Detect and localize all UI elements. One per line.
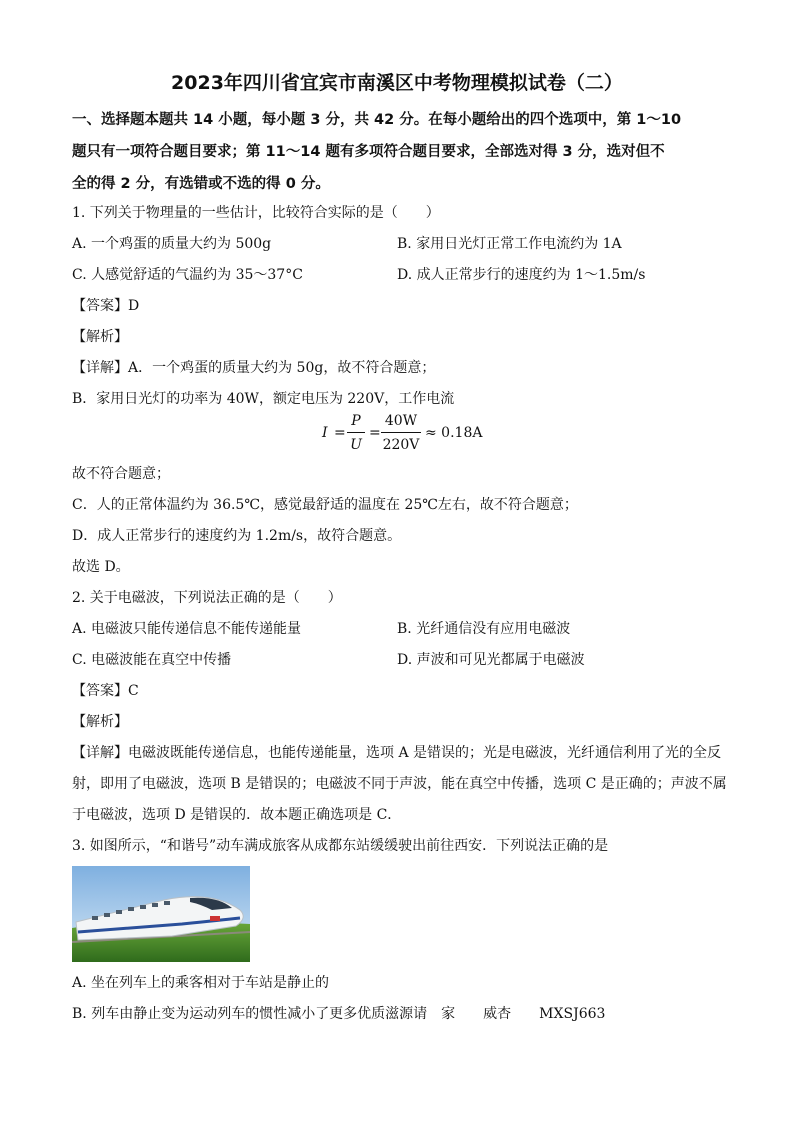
train-photo — [72, 866, 250, 962]
q2-option-c: C. 电磁波能在真空中传播 — [72, 652, 232, 668]
section-header-line1: 一、选择题本题共 14 小题，每小题 3 分，共 42 分。在每小题给出的四个选项中，第 1～10 — [72, 112, 682, 128]
high-speed-train-image — [72, 866, 250, 962]
section-header-line2: 题只有一项符合题目要求；第 11～14 题有多项符合题目要求，全部选对得 3 分，选对但不 — [72, 144, 665, 160]
formula-fraction-40w-over-220v — [381, 410, 421, 456]
q1-detail-line3: 故不符合题意； — [72, 466, 170, 482]
q2-option-b: B. 光纤通信没有应用电磁波 — [397, 621, 571, 637]
fraction-bar — [381, 432, 421, 433]
page-title: 2023年四川省宜宾市南溪区中考物理模拟试卷（二） — [171, 72, 623, 94]
q1-detail-line4: C．人的正常体温约为 36.5℃，感觉最舒适的温度在 25℃左右，故不符合题意； — [72, 497, 578, 513]
q1-analysis-label: 【解析】 — [72, 329, 128, 345]
q1-detail-line5: D．成人正常步行的速度约为 1.2m/s，故符合题意。 — [72, 528, 402, 544]
section-header-line3: 全的得 2 分，有选错或不选的得 0 分。 — [72, 176, 330, 192]
fraction-denominator-220v: 220V — [382, 437, 420, 453]
fraction-bar — [347, 432, 365, 433]
formula-equals-1: = — [334, 425, 346, 441]
q3-option-b: B. 列车由静止变为运动列车的惯性减小了更多优质滋源请 家 威杏 MXSJ663 — [72, 1006, 606, 1022]
q2-option-d: D. 声波和可见光都属于电磁波 — [397, 652, 585, 668]
q1-option-a: A. 一个鸡蛋的质量大约为 500g — [72, 236, 272, 252]
q2-stem: 2. 关于电磁波，下列说法正确的是（ ） — [72, 590, 342, 606]
q1-option-b: B. 家用日光灯正常工作电流约为 1A — [397, 236, 622, 252]
q2-detail-line3: 于电磁波，选项 D 是错误的．故本题正确选项是 C． — [72, 807, 402, 823]
fraction-denominator-u: U — [350, 437, 362, 453]
q1-answer: 【答案】D — [72, 298, 140, 314]
formula-equals-2: = — [369, 425, 381, 441]
q1-stem: 1. 下列关于物理量的一些估计，比较符合实际的是（ ） — [72, 205, 440, 221]
q1-detail-line1: 【详解】A．一个鸡蛋的质量大约为 50g，故不符合题意； — [72, 360, 436, 376]
formula-lhs: I — [322, 425, 328, 441]
q2-analysis-label: 【解析】 — [72, 714, 128, 730]
current-formula — [322, 410, 482, 456]
q1-detail-line2: B．家用日光灯的功率为 40W，额定电压为 220V，工作电流 — [72, 391, 455, 407]
q1-detail-line6: 故选 D。 — [72, 559, 130, 575]
formula-approx-result: ≈ 0.18A — [425, 425, 483, 441]
q2-option-a: A. 电磁波只能传递信息不能传递能量 — [72, 621, 302, 637]
q1-option-c: C. 人感觉舒适的气温约为 35～37°C — [72, 267, 303, 283]
q1-option-d: D. 成人正常步行的速度约为 1～1.5m/s — [397, 267, 646, 283]
q3-option-a: A. 坐在列车上的乘客相对于车站是静止的 — [72, 975, 330, 991]
q2-detail-line2: 射，即用了电磁波，选项 B 是错误的；电磁波不同于声波，能在真空中传播，选项 C 是正确的；声波不属 — [72, 776, 727, 792]
q3-stem: 3. 如图所示，“和谐号”动车满成旅客从成都东站缓缓驶出前往西安．下列说法正确的是 — [72, 838, 609, 854]
fraction-numerator-40w: 40W — [384, 413, 418, 429]
formula-fraction-p-over-u — [347, 410, 365, 456]
train-logo-mark — [210, 916, 220, 921]
q2-answer: 【答案】C — [72, 683, 139, 699]
q2-detail-line1: 【详解】电磁波既能传递信息，也能传递能量，选项 A 是错误的；光是电磁波，光纤通信利用了光的全反 — [72, 745, 722, 761]
fraction-numerator-p: P — [351, 413, 361, 429]
